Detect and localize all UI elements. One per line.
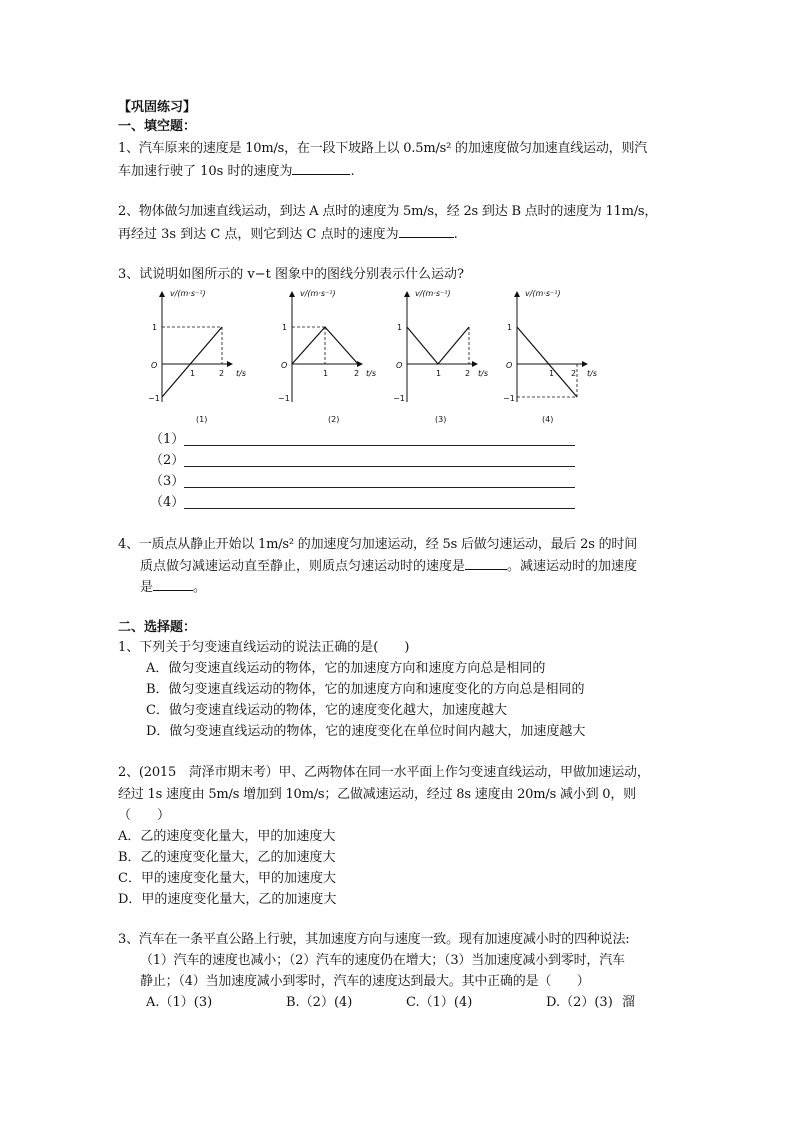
graph4-caption: (4) bbox=[542, 415, 554, 424]
q3-answer-line-2[interactable] bbox=[184, 466, 575, 467]
s2-q2-option-c[interactable]: C．甲的速度变化量大，甲的加速度大 bbox=[118, 871, 336, 886]
graph2-ylabel: v/(m·s⁻¹) bbox=[300, 289, 336, 298]
s2-q2-option-d[interactable]: D．甲的速度变化量大，乙的加速度大 bbox=[118, 892, 337, 907]
q4-line1: 4、一质点从静止开始以 1m/s² 的加速度匀加速运动，经 5s 后做匀速运动，最后 2s 的时间 bbox=[118, 537, 638, 552]
graph4-tick-1: 1 bbox=[507, 323, 513, 332]
q3-answer-line-4[interactable] bbox=[184, 508, 575, 509]
vt-graphs-figure bbox=[140, 284, 610, 430]
graph1-tick-x1: 1 bbox=[190, 369, 196, 378]
q2-line2 bbox=[118, 225, 458, 244]
q1-answer-blank[interactable] bbox=[292, 162, 350, 175]
q4-velocity-blank[interactable] bbox=[465, 557, 507, 570]
vt-graph-2 bbox=[278, 289, 376, 424]
q4-acceleration-blank[interactable] bbox=[153, 578, 193, 591]
s2-q3-line3: 静止；（4）当加速度减小到零时，汽车的速度达到最大。其中正确的是（ ） bbox=[140, 974, 590, 989]
s2-q3-option-b[interactable]: B.（2）(4) bbox=[286, 995, 353, 1010]
q3-text: 3、试说明如图所示的 v−t 图象中的图线分别表示什么运动? bbox=[118, 267, 464, 282]
vt-graph-4 bbox=[503, 289, 597, 424]
s2-q3-option-c[interactable]: C.（1）(4) bbox=[406, 995, 473, 1010]
section-fill-in-title: 一、填空题： bbox=[118, 119, 197, 134]
s2-q2-option-b[interactable]: B．乙的速度变化量大，乙的加速度大 bbox=[118, 850, 336, 865]
s2-q2-option-a[interactable]: A．乙的速度变化量大，甲的加速度大 bbox=[118, 829, 336, 844]
s2-q3-mark: 溜 bbox=[622, 995, 636, 1010]
graph3-tick-neg1: −1 bbox=[393, 394, 405, 403]
s2-q3-line2: （1）汽车的速度也减小；（2）汽车的速度仍在增大；（3）当加速度减小到零时，汽车 bbox=[140, 953, 625, 968]
graph2-tick-x2: 2 bbox=[354, 369, 360, 378]
q2-line1: 2、物体做匀加速直线运动，到达 A 点时的速度为 5m/s，经 2s 到达 B 点时的速度为 11m/s， bbox=[118, 204, 658, 219]
q4-line3a: 是 bbox=[140, 580, 154, 595]
graph1-xlabel: t/s bbox=[236, 369, 246, 378]
vt-graph-1 bbox=[148, 289, 246, 424]
graph2-tick-1: 1 bbox=[282, 323, 288, 332]
q4-line2 bbox=[140, 557, 637, 576]
graph3-ylabel: v/(m·s⁻¹) bbox=[415, 289, 451, 298]
q3-answer-line-1[interactable] bbox=[184, 445, 575, 446]
s2-q1-option-c[interactable]: C．做匀变速直线运动的物体，它的速度变化越大，加速度越大 bbox=[146, 703, 507, 718]
s2-q1-option-d[interactable]: D．做匀变速直线运动的物体，它的速度变化在单位时间内越大，加速度越大 bbox=[146, 724, 586, 739]
s2-q2-line2: 经过 1s 速度由 5m/s 增加到 10m/s；乙做减速运动，经过 8s 速度由 20m/s 减小到 0，则 bbox=[118, 787, 636, 802]
graph2-xlabel: t/s bbox=[366, 369, 376, 378]
q3-answer-label-2: （2） bbox=[150, 453, 185, 468]
graph3-line bbox=[407, 327, 469, 364]
graph4-ylabel: v/(m·s⁻¹) bbox=[525, 289, 561, 298]
graph4-origin: O bbox=[506, 361, 513, 370]
graph1-tick-x2: 2 bbox=[219, 369, 225, 378]
graph4-tick-x1: 1 bbox=[549, 369, 555, 378]
q1-line2-text: 车加速行驶了 10s 时的速度为 bbox=[118, 164, 293, 179]
graph2-origin: O bbox=[281, 361, 288, 370]
graph1-ylabel: v/(m·s⁻¹) bbox=[170, 289, 206, 298]
graph3-tick-1: 1 bbox=[397, 323, 403, 332]
s2-q1-option-a[interactable]: A．做匀变速直线运动的物体，它的加速度方向和速度方向总是相同的 bbox=[146, 661, 546, 676]
q2-answer-blank[interactable] bbox=[399, 225, 454, 238]
vt-graph-3 bbox=[393, 289, 488, 424]
q4-line3b: 。 bbox=[193, 580, 207, 595]
section-choice-title: 二、选择题： bbox=[118, 620, 197, 635]
q2-end: . bbox=[453, 227, 458, 242]
s2-q2-line1: 2、(2015 菏泽市期末考）甲、乙两物体在同一水平面上作匀变速直线运动，甲做加速运动， bbox=[118, 765, 650, 780]
q3-answer-label-4: （4） bbox=[150, 495, 185, 510]
q1-end: . bbox=[350, 164, 355, 179]
q3-answer-line-3[interactable] bbox=[184, 487, 575, 488]
s2-q1-stem: 1、下列关于匀变速直线运动的说法正确的是( ) bbox=[118, 640, 410, 655]
graph3-xlabel: t/s bbox=[478, 369, 488, 378]
q1-line1: 1、汽车原来的速度是 10m/s，在一段下坡路上以 0.5m/s² 的加速度做匀加速直线运动，则汽 bbox=[118, 141, 648, 156]
graph3-tick-x2: 2 bbox=[465, 369, 471, 378]
graph3-tick-x1: 1 bbox=[436, 369, 442, 378]
graph4-line bbox=[517, 327, 577, 397]
graph1-line bbox=[162, 327, 225, 397]
q3-answer-label-3: （3） bbox=[150, 474, 185, 489]
practice-heading: 【巩固练习】 bbox=[118, 100, 197, 115]
q1-line2 bbox=[118, 162, 355, 181]
graph3-caption: (3) bbox=[435, 415, 447, 424]
q2-line2-text: 再经过 3s 到达 C 点，则它到达 C 点时的速度为 bbox=[118, 227, 399, 242]
graph4-tick-x2: 2 bbox=[571, 369, 577, 378]
graph4-xlabel: t/s bbox=[587, 369, 597, 378]
s2-q3-line1: 3、汽车在一条平直公路上行驶，其加速度方向与速度一致。现有加速度减小时的四种说法: bbox=[118, 932, 630, 947]
graph2-caption: (2) bbox=[328, 415, 340, 424]
q4-line2a: 质点做匀减速运动直至静止，则质点匀速运动时的速度是 bbox=[140, 559, 466, 574]
graph1-caption: (1) bbox=[196, 415, 208, 424]
s2-q2-line3: （ ） bbox=[118, 808, 171, 823]
graph1-tick-1: 1 bbox=[152, 323, 158, 332]
graph2-tick-neg1: −1 bbox=[278, 394, 290, 403]
graph1-origin: O bbox=[151, 361, 158, 370]
graph2-tick-x1: 1 bbox=[323, 369, 329, 378]
s2-q3-option-d[interactable]: D.（2）(3) bbox=[546, 995, 613, 1010]
q4-line2b: 。减速运动时的加速度 bbox=[507, 559, 638, 574]
graph1-tick-neg1: −1 bbox=[148, 394, 160, 403]
graph3-origin: O bbox=[396, 361, 403, 370]
q3-answer-label-1: （1） bbox=[150, 432, 185, 447]
q4-line3 bbox=[140, 578, 206, 597]
graph4-tick-neg1: −1 bbox=[503, 394, 515, 403]
s2-q3-option-a[interactable]: A.（1）(3) bbox=[146, 995, 213, 1010]
s2-q1-option-b[interactable]: B．做匀变速直线运动的物体，它的加速度方向和速度变化的方向总是相同的 bbox=[146, 682, 585, 697]
